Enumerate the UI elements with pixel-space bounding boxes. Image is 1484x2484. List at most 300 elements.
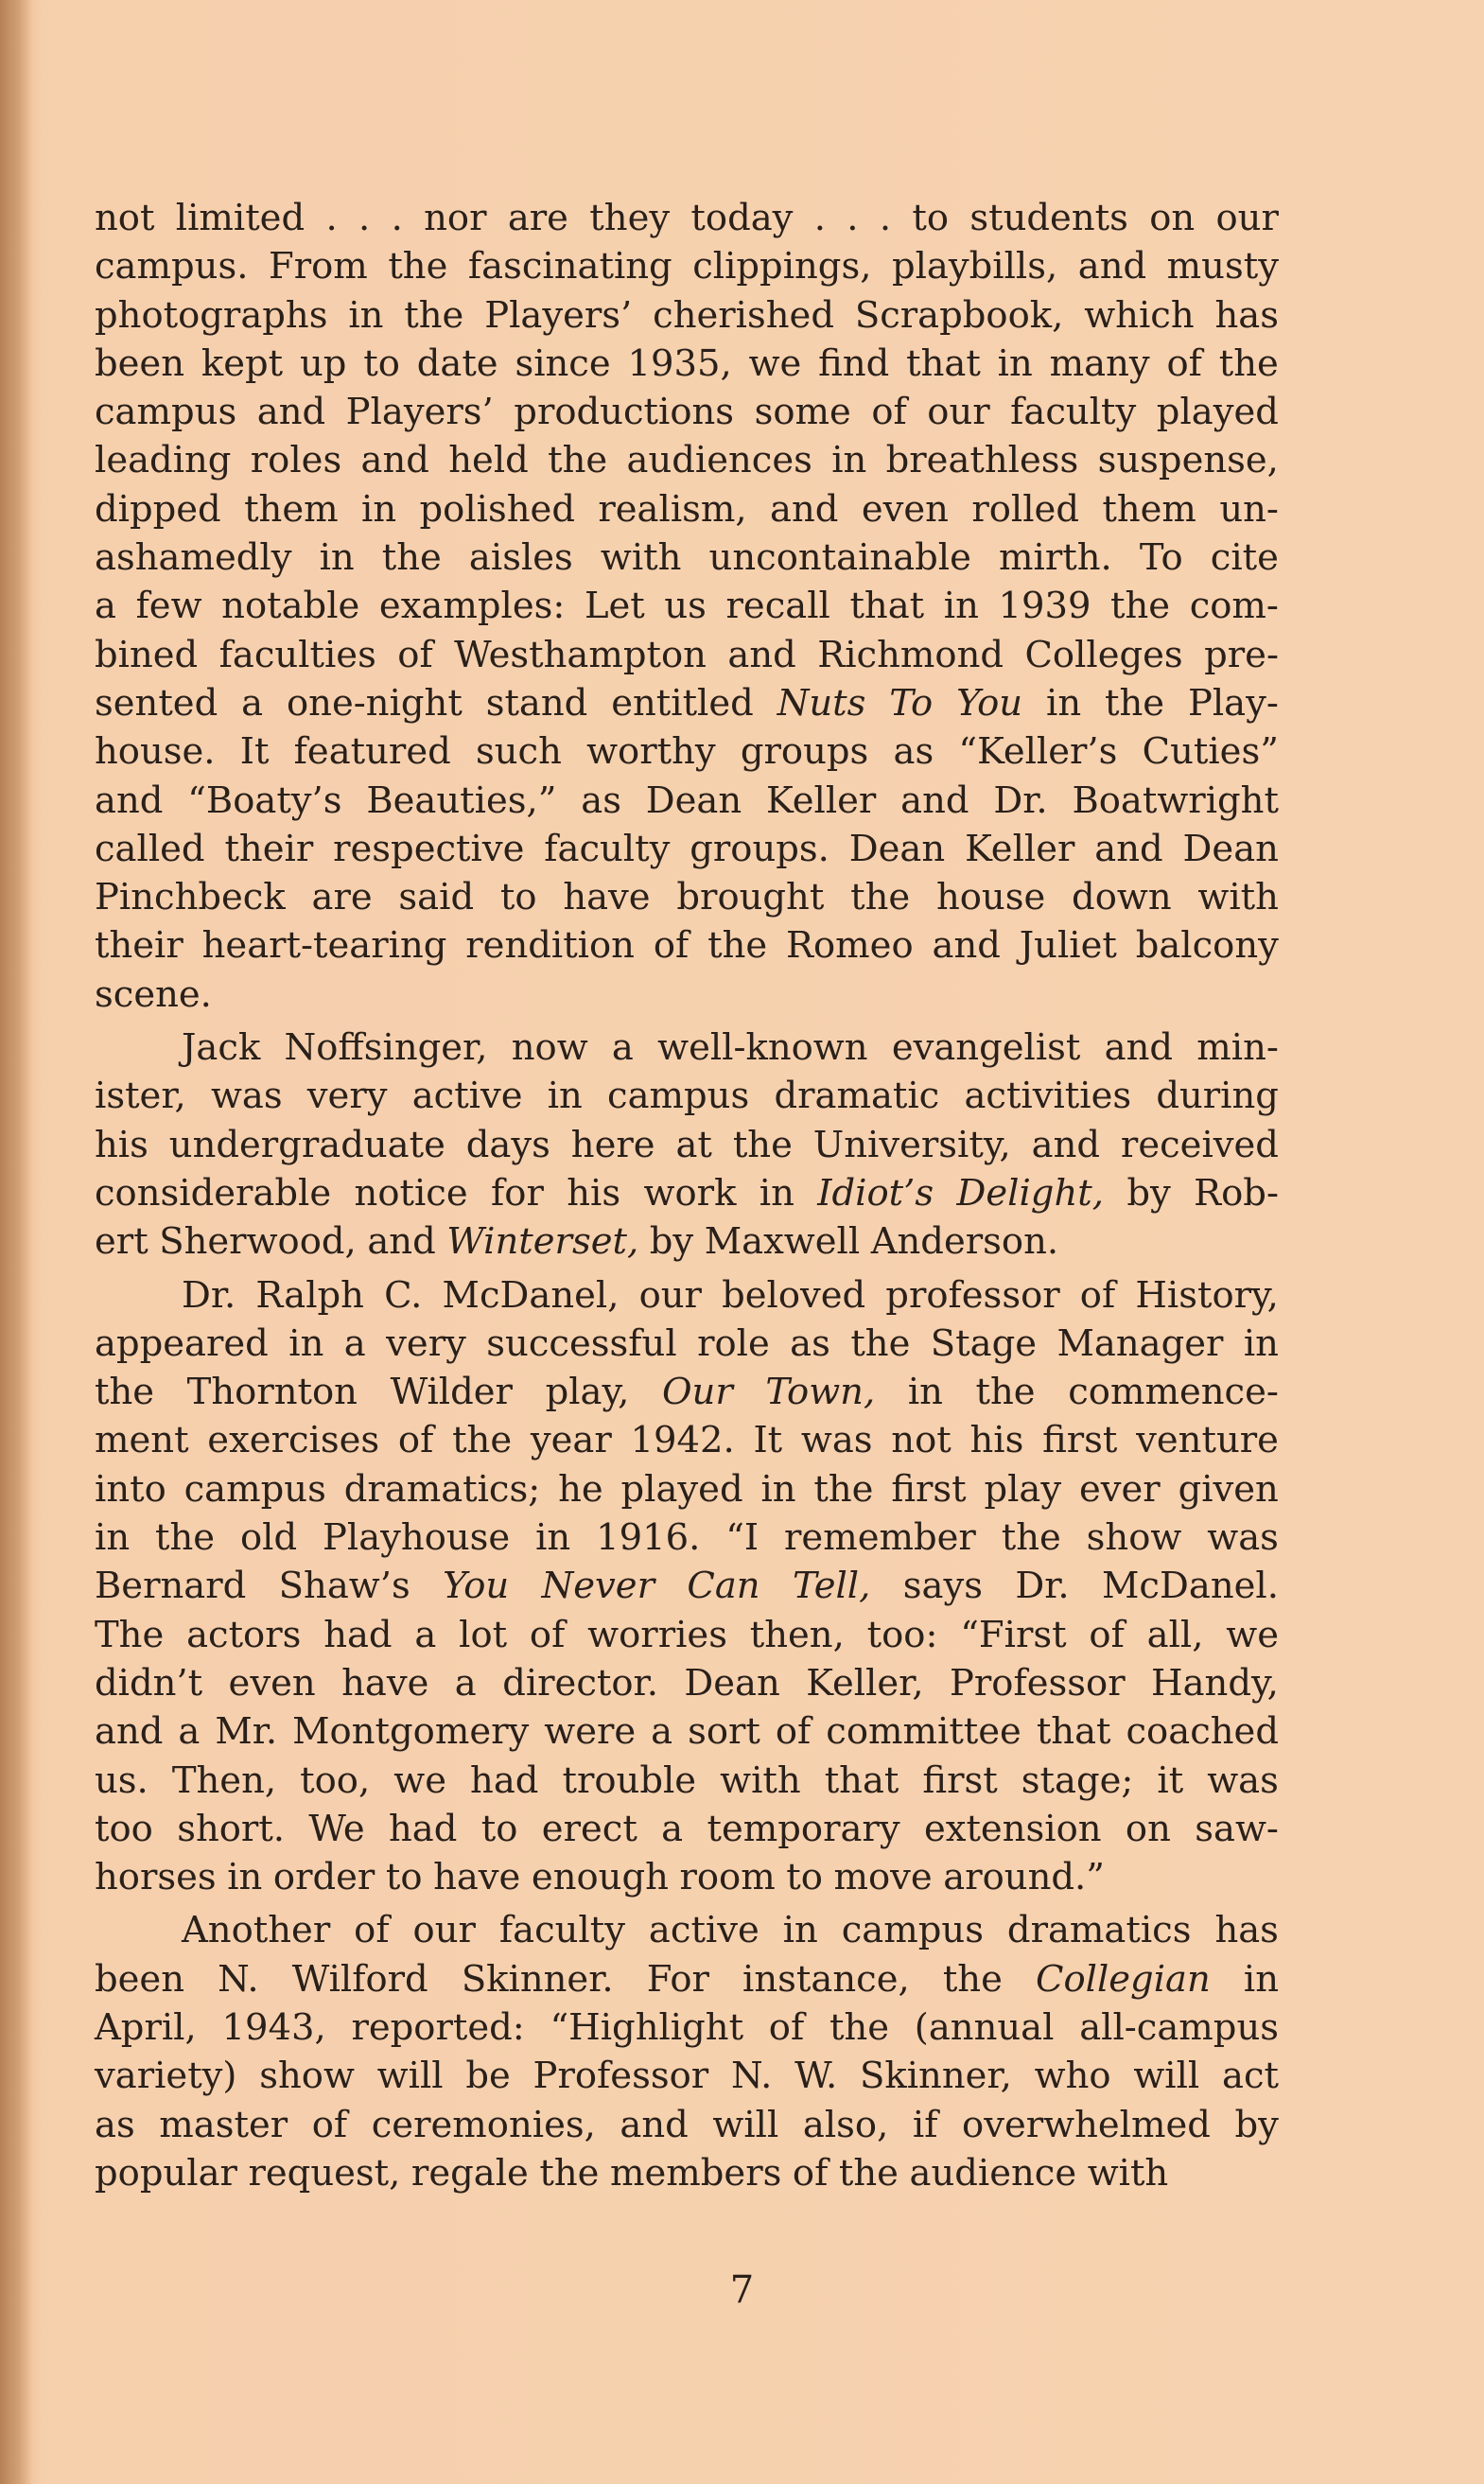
word: and [1104,1026,1174,1070]
word: “Boaty’s [187,778,342,822]
word: balcony [1135,924,1279,968]
word: We [308,1807,365,1850]
word: our [638,1273,702,1317]
word: on [1125,1807,1171,1850]
word: Then, [171,1758,277,1802]
word: N. [218,1957,259,2001]
word: to [480,1807,518,1850]
paragraph [95,194,1279,1019]
word: successful [486,1321,677,1365]
text-line [95,1023,1279,1072]
text-line [95,1955,1279,2003]
word: limited [175,197,306,239]
word: by [1126,1171,1171,1215]
text-line [95,1853,1279,1901]
word: of [1079,1273,1116,1317]
word: mirth. [999,536,1112,580]
text-line [95,388,1279,436]
word: had [470,1758,539,1802]
word: a [651,1710,673,1754]
word: Play- [1187,681,1279,725]
word: Bernard [95,1565,247,1608]
word: play [984,1467,1062,1511]
word: our [1215,197,1279,239]
word: History, [1135,1273,1279,1317]
word: . [391,197,403,239]
word: here [570,1123,655,1166]
word: since [515,341,611,385]
word: also, [802,2103,889,2146]
word: Maxwell [704,1220,861,1264]
word: Sherwood, [159,1220,357,1264]
text-line [95,1072,1279,1120]
word: who [1034,2055,1111,2098]
word: pre- [1204,633,1279,676]
word: of [529,1613,566,1656]
word: first [1042,1419,1118,1462]
text-line [95,2003,1279,2052]
word: in [1243,1957,1279,2001]
word: Thornton [186,1371,358,1414]
word: Dr. [1015,1565,1070,1608]
word: on [1149,197,1196,239]
word: played [1156,391,1279,434]
word: and [95,1710,164,1754]
word: 1935, [627,341,732,385]
text-line [95,1121,1279,1169]
word: work [643,1171,737,1215]
word: . [847,197,859,239]
word: will [376,2055,444,2098]
text-line [95,2149,1279,2197]
word: and [770,487,839,531]
word: in [943,585,979,628]
word: a [454,1661,477,1705]
text-line [95,194,1279,242]
word: suspense, [1097,439,1279,482]
word: they [589,197,671,239]
word: a [95,585,116,628]
word: campus [607,1075,750,1118]
word: to [499,876,537,919]
word: their [224,827,314,870]
word: been [95,1957,185,2001]
text-line [95,436,1279,484]
word: order [272,1856,375,1899]
word: . [358,197,371,239]
word: Skinner. [461,1957,614,2001]
text-line [95,1611,1279,1659]
word: to [385,1856,423,1899]
word: too [95,1807,153,1850]
text-line [95,777,1279,825]
word: active [411,1075,523,1118]
word: Dean [848,827,946,870]
text-line [95,631,1279,679]
word: a [611,1026,634,1070]
word: of [354,1909,390,1952]
word: some [754,391,851,434]
word: undergraduate [168,1123,445,1166]
word: campus. [95,245,249,289]
text-line [95,291,1279,340]
word: show [1086,1516,1182,1560]
word: featured [293,730,451,774]
word: the [1001,1516,1061,1560]
word: the [95,1371,155,1414]
word: as [790,1321,830,1365]
word: by [649,1220,694,1264]
word: productions [514,391,735,434]
word: such [475,730,562,774]
word: recall [725,585,830,628]
word: Nuts [777,681,866,725]
word: it [1157,1758,1184,1802]
word: the [539,2151,600,2195]
word: 1942. [630,1419,735,1462]
word: Cuties” [1142,730,1279,774]
word: of [397,1419,434,1462]
word: Mr. [215,1710,278,1754]
word: Dean [684,1661,780,1705]
word: notable [221,585,360,628]
word: breathless [885,439,1079,482]
word: them [244,487,339,531]
word: Jack [182,1026,261,1070]
word: he [558,1467,603,1511]
word: all-campus [1079,2005,1279,2049]
text-line [95,1562,1279,1610]
word: been [95,341,185,385]
word: Dr. [993,778,1048,822]
word: was [210,1075,283,1118]
word: one-night [287,681,463,725]
word: Dr. [182,1273,236,1317]
word: at [675,1123,712,1166]
word: “Keller’s [958,730,1118,774]
word: Stage [930,1321,1038,1365]
word: with [1197,876,1279,919]
word: the [942,1957,1003,2001]
word: the [1110,585,1171,628]
word: many [1049,341,1150,385]
text-line [95,873,1279,921]
word: rolled [971,487,1079,531]
paragraph [95,1906,1279,2197]
word: Shaw’s [278,1565,410,1608]
word: appeared [95,1321,269,1365]
word: of [768,2005,805,2049]
word: Ralph [255,1273,364,1317]
word: Delight, [956,1171,1104,1215]
text-line [95,1906,1279,1954]
binding-edge [0,0,32,2484]
word: dramatics; [343,1467,541,1511]
word: Collegian [1036,1957,1211,2001]
word: reported: [351,2005,525,2049]
word: for [491,1171,544,1215]
word: our [412,1909,476,1952]
word: into [95,1467,166,1511]
word: a [414,1613,437,1656]
word: old [239,1516,298,1560]
word: as [581,778,621,822]
word: now [511,1026,588,1070]
word: Juliet [1019,924,1117,968]
word: their [95,924,183,968]
word: clippings, [692,245,872,289]
word: beloved [722,1273,866,1317]
word: very [386,1321,466,1365]
word: polished [419,487,575,531]
word: Players’ [484,293,633,337]
word: coached [1126,1710,1279,1754]
word: campus [841,1909,984,1952]
word: had [323,1613,393,1656]
word: room [679,1856,776,1899]
word: request, [248,2151,401,2195]
word: Another [182,1909,331,1952]
word: in [907,1371,943,1414]
text-line [95,921,1279,970]
word: then, [749,1613,845,1656]
word: Richmond [817,633,1004,676]
word: in [997,341,1033,385]
word: fascinating [467,245,672,289]
word: actors [186,1613,302,1656]
word: by [1234,2103,1279,2146]
word: first [922,1758,998,1802]
word: his [969,1419,1024,1462]
word: the [732,1123,793,1166]
word: have [433,1856,521,1899]
word: in [319,536,355,580]
word: Skinner, [860,2055,1012,2098]
word: was [1207,1758,1279,1802]
word: W. [794,2055,838,2098]
word: had [389,1807,458,1850]
word: during [1156,1075,1279,1118]
word: faculties [218,633,376,676]
word: in [782,1909,818,1952]
word: has [1214,1909,1279,1952]
word: Manager [1056,1321,1224,1365]
word: sented [95,681,218,725]
word: us [664,585,707,628]
text-line [95,1707,1279,1756]
word: find [818,341,890,385]
word: For [646,1957,709,2001]
word: move [833,1856,933,1899]
word: we [1226,1613,1279,1656]
word: Wilford [291,1957,428,2001]
word: faculty [1010,391,1137,434]
word: which [1084,293,1195,337]
word: Keller [766,778,877,822]
word: students [969,197,1128,239]
text-line [95,727,1279,776]
word: 1939 [998,585,1091,628]
word: activities [964,1075,1132,1118]
word: of [1089,1613,1125,1656]
word: that [1036,1710,1111,1754]
word: to [912,197,950,239]
word: active [648,1909,759,1952]
word: have [341,1661,429,1705]
word: Beauties,” [366,778,557,822]
word: with [720,1758,801,1802]
word: Noffsinger, [284,1026,488,1070]
word: campus [95,391,237,434]
word: erect [541,1807,637,1850]
word: Scrapbook, [854,293,1064,337]
word: of [871,391,907,434]
word: audience [909,2151,1077,2195]
word: received [1120,1123,1279,1166]
word: of [775,1710,812,1754]
word: instance, [742,1957,910,2001]
paragraph [95,1271,1279,1902]
word: saw- [1195,1807,1279,1850]
word: if [912,2103,938,2146]
word: April, [95,2005,197,2049]
word: even [861,487,949,531]
word: we [393,1758,447,1802]
text-line [95,679,1279,727]
word: we [748,341,802,385]
word: the [707,924,768,968]
word: You [443,1565,510,1608]
word: given [1178,1467,1279,1511]
word: them [1102,487,1196,531]
word: variety) [95,2055,237,2098]
word: temporary [707,1807,900,1850]
word: Rob- [1194,1171,1279,1215]
word: photographs [95,293,328,337]
word: . [813,197,826,239]
word: Can [687,1565,760,1608]
text-line [95,340,1279,388]
word: Professor [949,1661,1126,1705]
text-line [95,2052,1279,2100]
word: as [893,730,934,774]
word: trouble [562,1758,697,1802]
word: Boatwright [1072,778,1279,822]
word: Wilder [390,1371,513,1414]
word: Keller, [806,1661,924,1705]
word: horses [95,1856,217,1899]
word: venture [1136,1419,1279,1462]
word: the [975,1371,1036,1414]
word: Playhouse [322,1516,511,1560]
word: in [348,293,384,337]
word: the [404,293,464,337]
word: will [1133,2055,1200,2098]
word: faculty [498,1909,625,1952]
word: Never [541,1565,655,1608]
text-line [95,825,1279,873]
word: considerable [95,1171,332,1215]
word: dipped [95,487,221,531]
word: with [1087,2151,1169,2195]
word: play, [545,1371,630,1414]
word: in [227,1856,263,1899]
word: the [548,439,608,482]
word: C. [384,1273,423,1317]
word: was [1207,1516,1279,1560]
word: University, [812,1123,1011,1166]
word: remember [784,1516,976,1560]
text-line [95,1757,1279,1805]
word: down [1072,876,1172,919]
word: kept [201,341,284,385]
word: and [1094,827,1163,870]
word: and [360,439,429,482]
word: the [1105,681,1165,725]
word: cite [1210,536,1279,580]
word: examples: [378,585,566,628]
text-line [95,1320,1279,1368]
word: too, [300,1758,371,1802]
word: Dean [645,778,742,822]
text-line [95,242,1279,290]
word: (annual [914,2005,1055,2049]
word: It [753,1419,783,1462]
word: aisles [468,536,573,580]
word: in [759,1171,794,1215]
word: in [831,439,867,482]
word: be [465,2055,511,2098]
word: the [388,245,448,289]
word: Anderson. [870,1220,1059,1264]
word: and [1077,245,1147,289]
word: played [620,1467,743,1511]
word: roles [250,439,342,482]
word: the [829,2005,890,2049]
word: house [935,876,1046,919]
text-line [95,971,1279,1019]
word: of [1166,341,1202,385]
word: called [95,827,205,870]
word: the [813,1467,874,1511]
word: It [239,730,270,774]
word: director. [502,1661,658,1705]
word: says [902,1565,983,1608]
word: . [325,197,338,239]
body-text [95,194,1279,2197]
word: not [95,197,155,239]
text-line [95,1368,1279,1416]
word: have [563,876,651,919]
word: cherished [653,293,834,337]
word: evangelist [891,1026,1081,1070]
word: to [363,341,400,385]
word: min- [1196,1026,1279,1070]
word: worries [587,1613,727,1656]
word: scene. [95,972,212,1016]
text-line [95,1416,1279,1464]
word: members [609,2151,782,2195]
word: musty [1166,245,1279,289]
word: rendition [465,924,635,968]
word: around.” [943,1856,1105,1899]
word: extension [923,1807,1102,1850]
word: in [288,1321,324,1365]
word: was [800,1419,873,1462]
word: and [900,778,969,822]
word: the [381,536,442,580]
word: ert [95,1220,148,1264]
